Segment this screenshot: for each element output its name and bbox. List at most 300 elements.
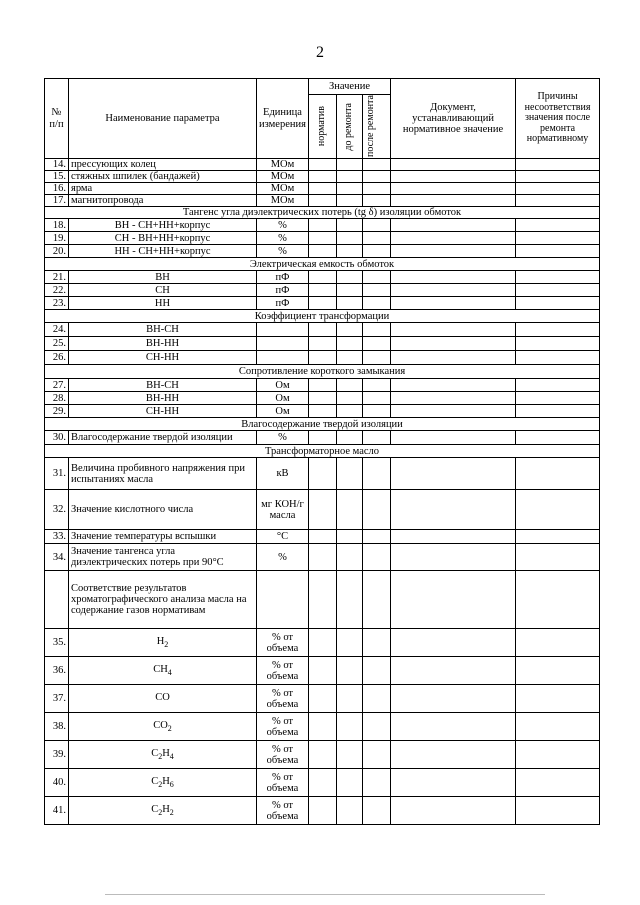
- parameter-name: стяжных шпилек (бандажей): [69, 171, 257, 183]
- value-cell: [337, 351, 363, 365]
- table-row: [45, 458, 600, 490]
- formula-text: H: [162, 747, 170, 759]
- table-row: [45, 183, 600, 195]
- value-cell: [363, 405, 391, 418]
- value-cell: [391, 797, 516, 825]
- table-row: [45, 544, 600, 571]
- value-cell: [391, 458, 516, 490]
- value-cell: [337, 183, 363, 195]
- value-cell: [309, 271, 337, 284]
- value-cell: [516, 219, 600, 232]
- table-row: [45, 195, 600, 207]
- value-cell: [391, 183, 516, 195]
- formula-subscript: 6: [169, 779, 174, 789]
- unit-cell: [257, 337, 309, 351]
- gas-formula: [69, 741, 257, 769]
- value-cell: [516, 392, 600, 405]
- value-cell: [337, 337, 363, 351]
- parameter-name: прессующих колец: [69, 159, 257, 171]
- value-cell: [391, 379, 516, 392]
- unit-cell: %: [257, 245, 309, 258]
- value-cell: [309, 245, 337, 258]
- parameter-name: Значение температуры вспышки: [69, 530, 257, 544]
- col-header-after: после ремонта: [363, 95, 391, 159]
- parameter-name: НН: [69, 297, 257, 310]
- unit-cell: Ом: [257, 379, 309, 392]
- section-title: Коэффициент трансформации: [45, 310, 600, 323]
- value-cell: [309, 685, 337, 713]
- value-cell: [309, 741, 337, 769]
- value-cell: [309, 195, 337, 207]
- value-cell: [337, 544, 363, 571]
- formula-subscript: 2: [158, 779, 163, 789]
- value-cell: [391, 297, 516, 310]
- value-cell: [363, 323, 391, 337]
- value-cell: [391, 657, 516, 685]
- value-cell: [391, 685, 516, 713]
- formula-subscript: 2: [158, 807, 163, 817]
- formula-subscript: 4: [167, 667, 172, 677]
- value-cell: [516, 657, 600, 685]
- value-cell: [337, 232, 363, 245]
- row-number: 27.: [45, 379, 69, 392]
- row-number: 19.: [45, 232, 69, 245]
- unit-cell: Ом: [257, 392, 309, 405]
- value-cell: [363, 195, 391, 207]
- parameter-name: СН: [69, 284, 257, 297]
- row-number: 20.: [45, 245, 69, 258]
- value-cell: [391, 629, 516, 657]
- formula-subscript: 2: [158, 751, 163, 761]
- row-number: 17.: [45, 195, 69, 207]
- row-number: 34.: [45, 544, 69, 571]
- parameter-name: Значение кислотного числа: [69, 490, 257, 530]
- value-cell: [516, 183, 600, 195]
- table-row: [45, 490, 600, 530]
- parameter-name: ВН-НН: [69, 337, 257, 351]
- value-cell: [391, 405, 516, 418]
- table-row: [45, 284, 600, 297]
- value-cell: [337, 245, 363, 258]
- row-number: 29.: [45, 405, 69, 418]
- table-row: [45, 629, 600, 657]
- parameter-name: СН-НН: [69, 405, 257, 418]
- row-number: 39.: [45, 741, 69, 769]
- unit-cell: % от объема: [257, 741, 309, 769]
- parameter-name: СН-НН: [69, 351, 257, 365]
- value-cell: [337, 713, 363, 741]
- row-number: 22.: [45, 284, 69, 297]
- value-cell: [363, 458, 391, 490]
- section-title: Тангенс угла диэлектрических потерь (tg δ) изоляции обмоток: [45, 207, 600, 219]
- table-row: [45, 713, 600, 741]
- value-cell: [391, 544, 516, 571]
- value-cell: [363, 337, 391, 351]
- parameter-name: ВН: [69, 271, 257, 284]
- parameter-name: ВН-СН: [69, 323, 257, 337]
- formula-text: CO: [153, 719, 168, 731]
- value-cell: [516, 271, 600, 284]
- value-cell: [309, 183, 337, 195]
- unit-cell: [257, 351, 309, 365]
- col-header-no: № п/п: [45, 79, 69, 159]
- value-cell: [337, 629, 363, 657]
- value-cell: [309, 431, 337, 445]
- unit-cell: % от объема: [257, 629, 309, 657]
- value-cell: [391, 741, 516, 769]
- row-number: 16.: [45, 183, 69, 195]
- formula-text: H: [156, 635, 165, 647]
- value-cell: [363, 232, 391, 245]
- table-row: [45, 232, 600, 245]
- value-cell: [363, 544, 391, 571]
- gas-formula: [69, 657, 257, 685]
- parameter-name: НН - СН+НН+корпус: [69, 245, 257, 258]
- value-cell: [516, 685, 600, 713]
- value-cell: [516, 379, 600, 392]
- table-row: [45, 351, 600, 365]
- value-cell: [516, 713, 600, 741]
- page-number: 2: [316, 44, 324, 61]
- value-cell: [309, 458, 337, 490]
- formula-subscript: 4: [169, 751, 174, 761]
- value-cell: [337, 657, 363, 685]
- gas-formula: [69, 713, 257, 741]
- value-cell: [516, 171, 600, 183]
- value-cell: [516, 490, 600, 530]
- value-cell: [309, 530, 337, 544]
- value-cell: [363, 245, 391, 258]
- col-header-doc: Документ, устанавливающий нормативное значение: [391, 79, 516, 159]
- gas-formula: [69, 769, 257, 797]
- value-cell: [309, 284, 337, 297]
- value-cell: [337, 458, 363, 490]
- value-cell: [363, 685, 391, 713]
- parameter-name: ярма: [69, 183, 257, 195]
- table-row: [45, 657, 600, 685]
- value-cell: [309, 219, 337, 232]
- value-cell: [337, 769, 363, 797]
- value-cell: [391, 392, 516, 405]
- unit-cell: % от объема: [257, 713, 309, 741]
- table-row: [45, 219, 600, 232]
- formula-text: H: [162, 775, 170, 787]
- value-cell: [516, 405, 600, 418]
- value-cell: [363, 431, 391, 445]
- value-cell: [516, 629, 600, 657]
- value-cell: [516, 284, 600, 297]
- row-number: 32.: [45, 490, 69, 530]
- value-cell: [391, 245, 516, 258]
- row-number: 25.: [45, 337, 69, 351]
- unit-cell: °С: [257, 530, 309, 544]
- value-cell: [363, 159, 391, 171]
- unit-cell: мг КОН/г масла: [257, 490, 309, 530]
- unit-cell: пФ: [257, 297, 309, 310]
- table-row: [45, 159, 600, 171]
- table-row: [45, 530, 600, 544]
- table-row: [45, 392, 600, 405]
- value-cell: [516, 741, 600, 769]
- value-cell: [363, 171, 391, 183]
- table-row: [45, 769, 600, 797]
- value-cell: [337, 530, 363, 544]
- row-number: 41.: [45, 797, 69, 825]
- value-cell: [391, 219, 516, 232]
- section-row: [45, 310, 600, 323]
- value-cell: [516, 232, 600, 245]
- value-cell: [516, 797, 600, 825]
- unit-cell: % от объема: [257, 797, 309, 825]
- row-number: 38.: [45, 713, 69, 741]
- formula-text: C: [151, 747, 159, 759]
- section-row: [45, 207, 600, 219]
- row-number: 21.: [45, 271, 69, 284]
- value-cell: [363, 571, 391, 629]
- formula-text: CO: [155, 691, 170, 703]
- bottom-divider: [105, 894, 545, 895]
- value-cell: [309, 490, 337, 530]
- value-cell: [337, 323, 363, 337]
- parameter-name: Значение тангенса угла диэлектрических потерь при 90°С: [69, 544, 257, 571]
- table-row: [45, 337, 600, 351]
- value-cell: [516, 544, 600, 571]
- value-cell: [309, 323, 337, 337]
- unit-cell: %: [257, 544, 309, 571]
- value-cell: [391, 713, 516, 741]
- section-row: [45, 418, 600, 431]
- parameter-name: Соответствие результатов хроматографического анализа масла на содержание газов нормативам: [69, 571, 257, 629]
- value-cell: [391, 159, 516, 171]
- unit-cell: МОм: [257, 195, 309, 207]
- value-cell: [309, 797, 337, 825]
- value-cell: [309, 769, 337, 797]
- value-cell: [309, 629, 337, 657]
- row-number: 23.: [45, 297, 69, 310]
- value-cell: [309, 544, 337, 571]
- value-cell: [391, 490, 516, 530]
- table-row: [45, 405, 600, 418]
- value-cell: [309, 337, 337, 351]
- unit-cell: %: [257, 431, 309, 445]
- value-cell: [309, 297, 337, 310]
- row-number: 30.: [45, 431, 69, 445]
- value-cell: [516, 769, 600, 797]
- table-row: [45, 379, 600, 392]
- value-cell: [391, 323, 516, 337]
- table-row: [45, 571, 600, 629]
- unit-cell: [257, 323, 309, 337]
- row-number: 37.: [45, 685, 69, 713]
- value-cell: [363, 219, 391, 232]
- parameter-name: ВН-НН: [69, 392, 257, 405]
- value-cell: [516, 458, 600, 490]
- table-row: [45, 297, 600, 310]
- value-cell: [309, 392, 337, 405]
- value-cell: [309, 379, 337, 392]
- value-cell: [516, 351, 600, 365]
- unit-cell: Ом: [257, 405, 309, 418]
- section-title: Электрическая емкость обмоток: [45, 258, 600, 271]
- row-number: 26.: [45, 351, 69, 365]
- table-row: [45, 797, 600, 825]
- value-cell: [337, 271, 363, 284]
- value-cell: [363, 297, 391, 310]
- value-cell: [391, 769, 516, 797]
- value-cell: [363, 797, 391, 825]
- formula-text: C: [151, 775, 159, 787]
- formula-subscript: 2: [164, 639, 169, 649]
- formula-subscript: 2: [169, 807, 174, 817]
- value-cell: [363, 657, 391, 685]
- gas-formula: [69, 629, 257, 657]
- value-cell: [337, 171, 363, 183]
- value-cell: [363, 530, 391, 544]
- row-number: [45, 571, 69, 629]
- formula-text: CH: [153, 663, 168, 675]
- row-number: 40.: [45, 769, 69, 797]
- col-header-unit: Единица измерения: [257, 79, 309, 159]
- gas-formula: [69, 797, 257, 825]
- row-number: 31.: [45, 458, 69, 490]
- value-cell: [309, 171, 337, 183]
- value-cell: [363, 284, 391, 297]
- value-cell: [363, 183, 391, 195]
- value-cell: [309, 351, 337, 365]
- value-cell: [516, 337, 600, 351]
- row-number: 18.: [45, 219, 69, 232]
- unit-cell: МОм: [257, 171, 309, 183]
- row-number: 14.: [45, 159, 69, 171]
- value-cell: [363, 351, 391, 365]
- value-cell: [337, 195, 363, 207]
- value-cell: [516, 195, 600, 207]
- value-cell: [309, 405, 337, 418]
- value-cell: [516, 530, 600, 544]
- value-cell: [363, 392, 391, 405]
- value-cell: [516, 571, 600, 629]
- section-title: Влагосодержание твердой изоляции: [45, 418, 600, 431]
- unit-cell: пФ: [257, 271, 309, 284]
- value-cell: [391, 232, 516, 245]
- formula-subscript: 2: [167, 723, 172, 733]
- unit-cell: % от объема: [257, 685, 309, 713]
- value-cell: [309, 713, 337, 741]
- value-cell: [516, 431, 600, 445]
- parameter-name: ВН - СН+НН+корпус: [69, 219, 257, 232]
- value-cell: [257, 571, 309, 629]
- value-cell: [337, 379, 363, 392]
- value-cell: [391, 571, 516, 629]
- value-cell: [337, 219, 363, 232]
- section-title: Трансформаторное масло: [45, 445, 600, 458]
- value-cell: [391, 431, 516, 445]
- value-cell: [337, 297, 363, 310]
- table-row: [45, 741, 600, 769]
- value-cell: [363, 490, 391, 530]
- value-cell: [391, 195, 516, 207]
- row-number: 36.: [45, 657, 69, 685]
- col-header-reasons: Причины несоответствия значения после ремонта нормативному: [516, 79, 600, 159]
- value-cell: [337, 431, 363, 445]
- value-cell: [309, 657, 337, 685]
- formula-text: H: [162, 803, 170, 815]
- value-cell: [337, 741, 363, 769]
- table-row: [45, 323, 600, 337]
- value-cell: [391, 337, 516, 351]
- unit-cell: МОм: [257, 159, 309, 171]
- value-cell: [391, 271, 516, 284]
- parameter-name: Величина пробивного напряжения при испытаниях масла: [69, 458, 257, 490]
- value-cell: [391, 171, 516, 183]
- col-header-value: Значение: [309, 79, 391, 95]
- value-cell: [516, 159, 600, 171]
- value-cell: [516, 297, 600, 310]
- parameter-name: Влагосодержание твердой изоляции: [69, 431, 257, 445]
- parameters-table: [44, 78, 600, 825]
- row-number: 24.: [45, 323, 69, 337]
- row-number: 15.: [45, 171, 69, 183]
- row-number: 28.: [45, 392, 69, 405]
- row-number: 33.: [45, 530, 69, 544]
- value-cell: [363, 769, 391, 797]
- table-row: [45, 245, 600, 258]
- col-header-norm: норматив: [309, 95, 337, 159]
- value-cell: [337, 685, 363, 713]
- value-cell: [309, 159, 337, 171]
- value-cell: [363, 629, 391, 657]
- value-cell: [363, 741, 391, 769]
- section-title: Сопротивление короткого замыкания: [45, 365, 600, 379]
- table-row: [45, 271, 600, 284]
- parameter-name: магнитопровода: [69, 195, 257, 207]
- unit-cell: % от объема: [257, 769, 309, 797]
- value-cell: [337, 159, 363, 171]
- value-cell: [337, 284, 363, 297]
- table-row: [45, 431, 600, 445]
- value-cell: [309, 232, 337, 245]
- value-cell: [363, 271, 391, 284]
- value-cell: [309, 571, 337, 629]
- value-cell: [516, 323, 600, 337]
- parameter-name: СН - ВН+НН+корпус: [69, 232, 257, 245]
- value-cell: [516, 245, 600, 258]
- table-row: [45, 171, 600, 183]
- formula-text: C: [151, 803, 159, 815]
- unit-cell: %: [257, 219, 309, 232]
- value-cell: [363, 379, 391, 392]
- col-header-before: до ремонта: [337, 95, 363, 159]
- unit-cell: % от объема: [257, 657, 309, 685]
- unit-cell: МОм: [257, 183, 309, 195]
- section-row: [45, 365, 600, 379]
- value-cell: [337, 392, 363, 405]
- col-header-param: Наименование параметра: [69, 79, 257, 159]
- gas-formula: [69, 685, 257, 713]
- value-cell: [337, 797, 363, 825]
- table-row: [45, 685, 600, 713]
- unit-cell: %: [257, 232, 309, 245]
- section-row: [45, 258, 600, 271]
- value-cell: [391, 530, 516, 544]
- value-cell: [363, 713, 391, 741]
- unit-cell: пФ: [257, 284, 309, 297]
- section-row: [45, 445, 600, 458]
- value-cell: [337, 571, 363, 629]
- value-cell: [391, 351, 516, 365]
- parameter-name: ВН-СН: [69, 379, 257, 392]
- value-cell: [337, 490, 363, 530]
